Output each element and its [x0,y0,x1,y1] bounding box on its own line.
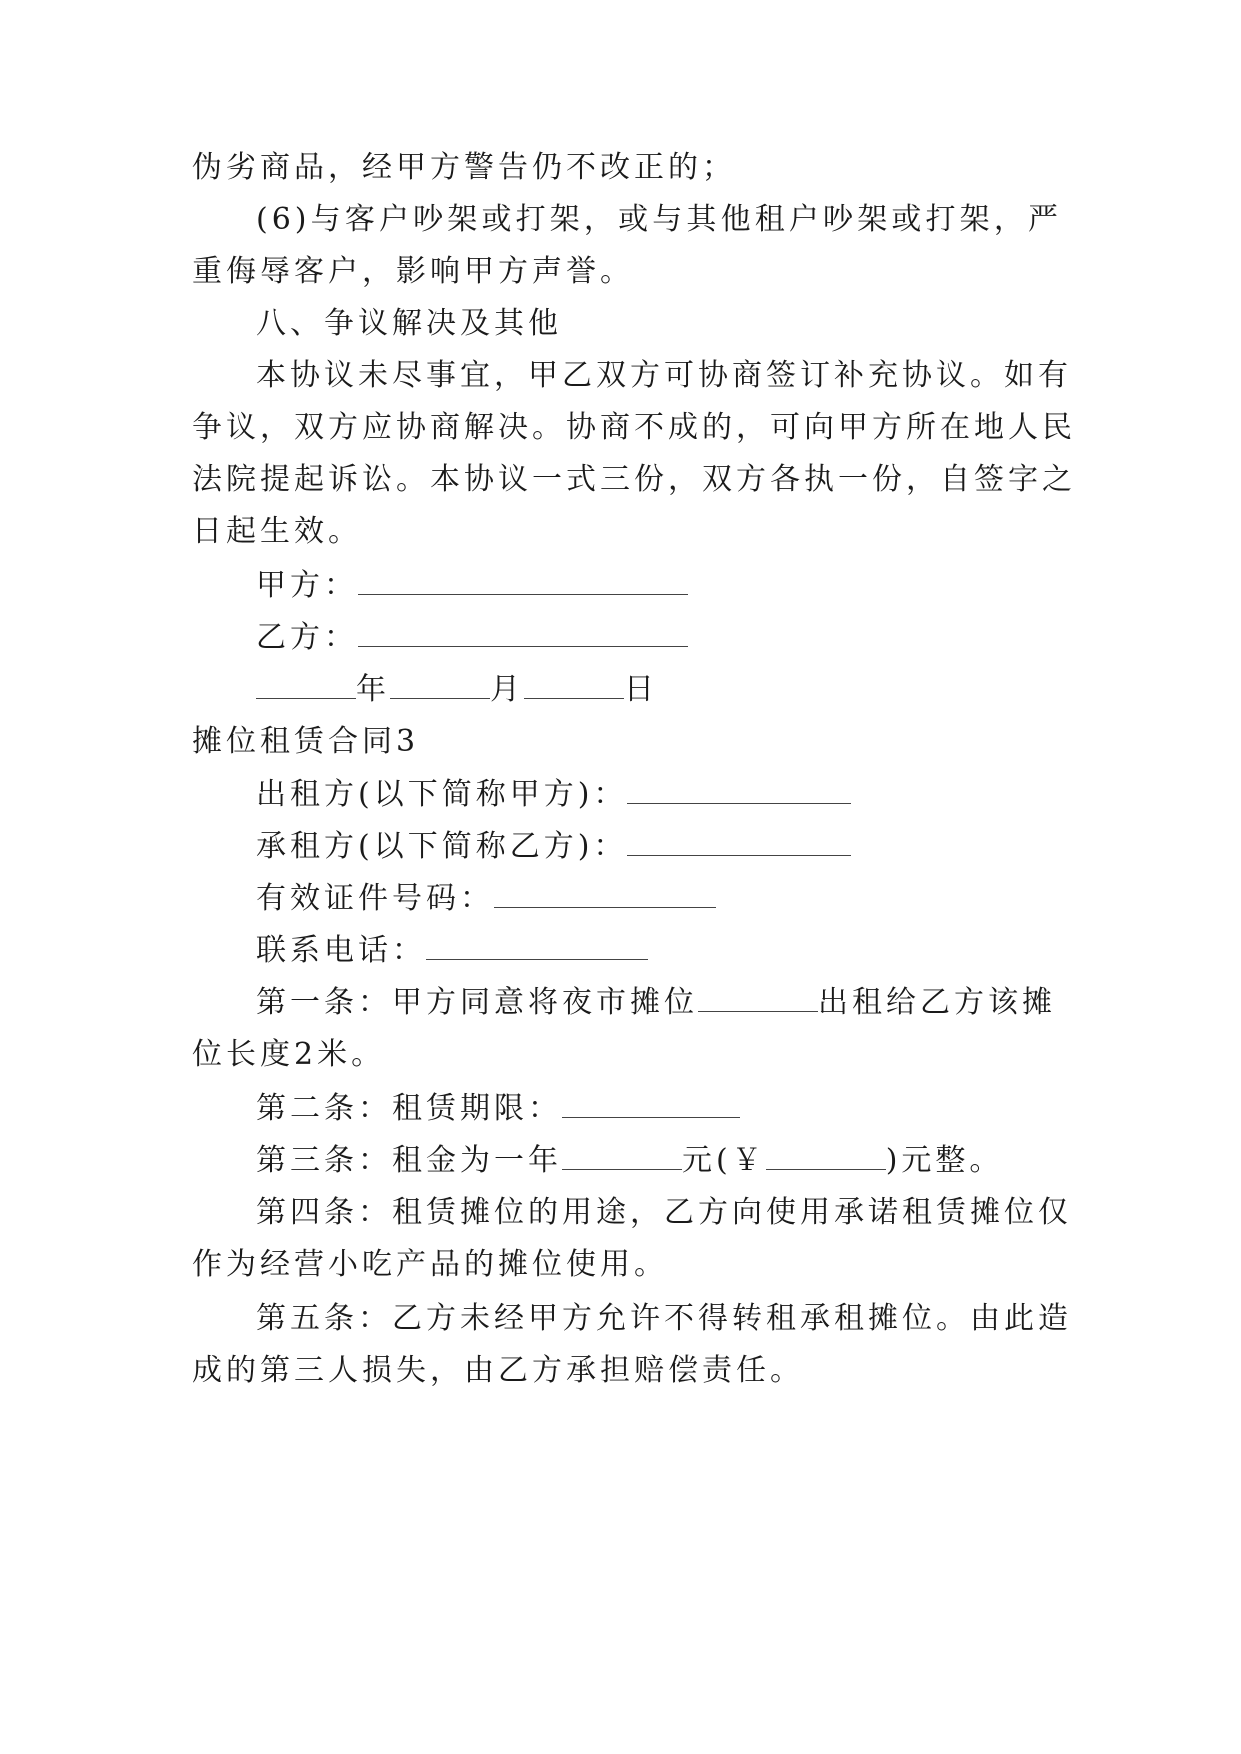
text-line: (6)与客户吵架或打架，或与其他租户吵架或打架，严 [256,202,1062,237]
article-5-line: 第五条：乙方未经甲方允许不得转租承租摊位。由此造 [256,1301,1072,1336]
text-line: 重侮辱客户，影响甲方声誉。 [192,254,634,289]
article-3-text-c: )元整。 [885,1143,1004,1178]
stall-number-blank [698,983,818,1012]
lease-term-blank [562,1089,740,1118]
month-blank [390,670,490,699]
text-line: 伪劣商品，经甲方警告仍不改正的； [192,150,736,185]
article-3-text-a: 第三条：租金为一年 [256,1143,562,1178]
lessor-label: 出租方(以下简称甲方)： [256,777,628,812]
section-heading: 八、争议解决及其他 [256,306,562,341]
text-line: 日起生效。 [192,514,362,549]
lessor-blank [627,775,851,804]
party-b-label: 乙方： [256,620,358,655]
date-line [256,670,1126,710]
article-3-text-b: 元(￥ [682,1143,766,1178]
party-b-blank [358,618,688,647]
year-blank [256,670,356,699]
text-line: 争议，双方应协商解决。协商不成的，可向甲方所在地人民 [192,410,1076,445]
phone-label: 联系电话： [256,933,426,968]
id-number-label: 有效证件号码： [256,881,494,916]
signature-line-party-a [256,566,1126,606]
lessee-label: 承租方(以下简称乙方)： [256,829,628,864]
lessee-blank [627,827,851,856]
day-blank [524,670,624,699]
phone-blank [426,931,648,960]
article-1-continued: 位长度2米。 [192,1037,386,1072]
rent-number-blank [766,1141,886,1170]
lessor-line [256,775,1126,815]
year-label: 年 [356,672,390,707]
article-4-line: 第四条：租赁摊位的用途，乙方向使用承诺租赁摊位仅 [256,1195,1072,1230]
month-label: 月 [490,672,524,707]
article-1-text-a: 第一条：甲方同意将夜市摊位 [256,985,698,1020]
signature-line-party-b [256,618,1126,658]
phone-line [256,931,1126,971]
rent-amount-blank [562,1141,682,1170]
contract-title: 摊位租赁合同3 [192,724,420,759]
article-5-continued: 成的第三人损失，由乙方承担赔偿责任。 [192,1353,804,1388]
article-3-line [256,1141,1126,1181]
text-line: 本协议未尽事宜，甲乙双方可协商签订补充协议。如有 [256,358,1072,393]
id-number-line [256,879,1126,919]
text-line: 法院提起诉讼。本协议一式三份，双方各执一份，自签字之 [192,462,1076,497]
party-a-label: 甲方： [256,568,358,603]
article-4-continued: 作为经营小吃产品的摊位使用。 [192,1247,668,1282]
article-2-text: 第二条：租赁期限： [256,1091,562,1126]
article-1-text-b: 出租给乙方该摊 [818,985,1056,1020]
lessee-line [256,827,1126,867]
day-label: 日 [624,672,658,707]
party-a-blank [358,566,688,595]
article-2-line [256,1089,1126,1129]
article-1-line [256,983,1126,1023]
id-number-blank [494,879,716,908]
